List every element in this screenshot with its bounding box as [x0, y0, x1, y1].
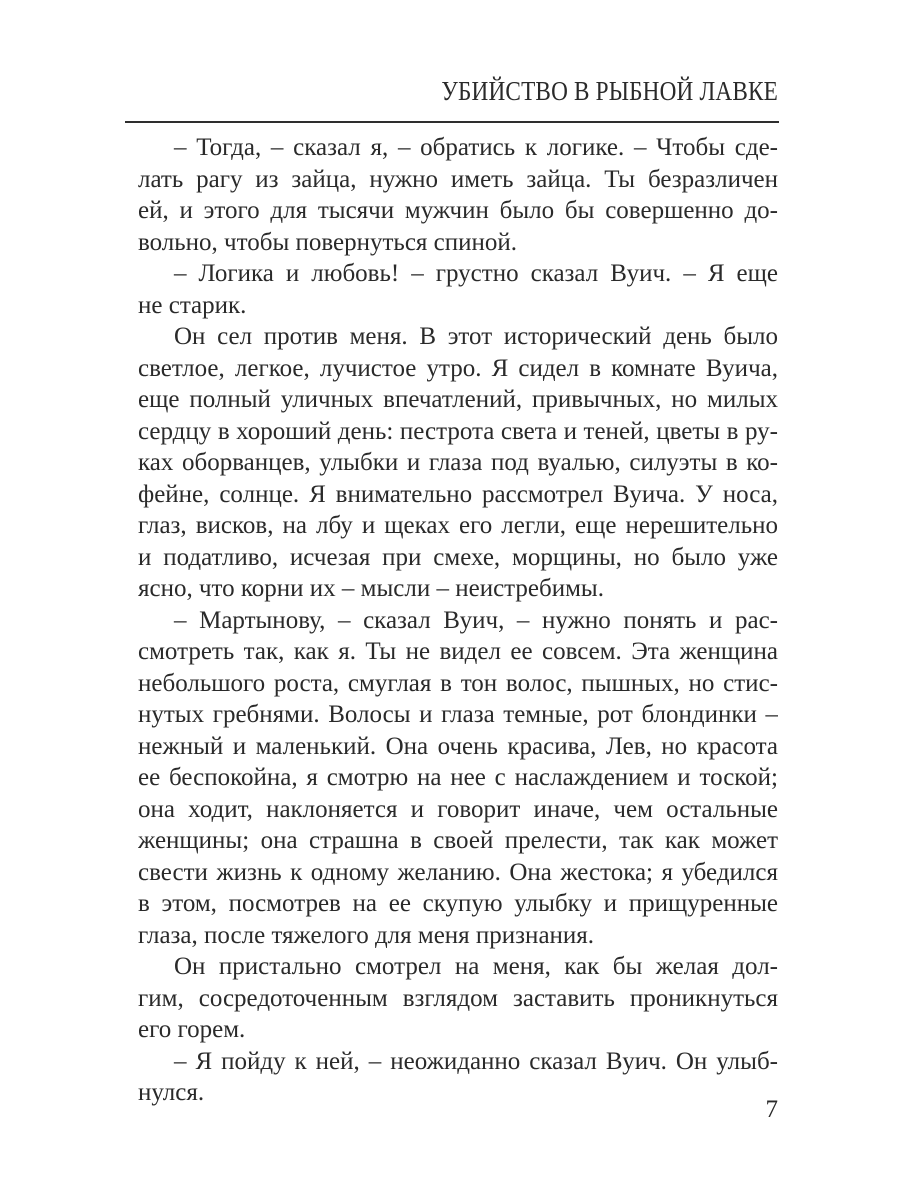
header-rule — [125, 121, 779, 123]
text-line: глаз, висков, на лбу и щеках его легли, еще нерешительно — [138, 512, 778, 539]
text-line: в этом, посмотрев на ее скупую улыбку и прищуренные — [138, 890, 778, 917]
running-head-title: УБИЙСТВО В РЫБНОЙ ЛАВКЕ — [441, 76, 778, 106]
text-line: нежный и маленький. Она очень красива, Лев, но красота — [138, 732, 778, 760]
text-line: ей, и этого для тысячи мужчин было бы совершенно до- — [138, 197, 778, 224]
text-line: фейне, солнце. Я внимательно рассмотрел Вуича. У носа, — [138, 480, 778, 508]
text-line: женщины; она страшна в своей прелести, так как может — [138, 827, 778, 854]
text-line: гим, сосредоточенным взглядом заставить проникнуться — [138, 984, 778, 1012]
text-line: она ходит, наклоняется и говорит иначе, чем остальные — [138, 795, 778, 823]
text-line: сердцу в хороший день: пестрота света и теней, цветы в ру- — [138, 417, 778, 445]
page-number: 7 — [765, 1096, 778, 1123]
text-line: свести жизнь к одному желанию. Она жестока; я убедился — [138, 858, 778, 886]
text-line: и податливо, исчезая при смехе, морщины, но было уже — [138, 543, 778, 571]
text-line: Он пристально смотрел на меня, как бы желая дол- — [174, 953, 778, 980]
text-line: нутых гребнями. Волосы и глаза темные, рот блондинки – — [138, 701, 778, 728]
text-line: глаза, после тяжелого для меня признания. — [138, 921, 595, 949]
text-line: светлое, легкое, лучистое утро. Я сидел в комнате Вуича, — [138, 354, 778, 382]
text-line: его горем. — [138, 1016, 246, 1043]
text-line: вольно, чтобы повернуться спиной. — [138, 228, 518, 256]
text-line: ее беспокойна, я смотрю на нее с наслаждением и тоской; — [138, 764, 778, 791]
text-line: – Я пойду к ней, – неожиданно сказал Вуич. Он улыб- — [174, 1047, 778, 1075]
body-text — [138, 132, 778, 1109]
text-line: еще полный уличных впечатлений, привычных, но милых — [138, 386, 778, 413]
text-line: – Логика и любовь! – грустно сказал Вуич. – Я еще — [174, 260, 778, 287]
text-line: смотреть так, как я. Ты не видел ее совсем. Эта женщина — [138, 638, 778, 665]
text-line: лать рагу из зайца, нужно иметь зайца. Ты безразличен — [138, 165, 778, 193]
text-line: – Мартынову, – сказал Вуич, – нужно понять и рас- — [174, 606, 778, 634]
text-line: – Тогда, – сказал я, – обратись к логике. – Чтобы сде- — [174, 134, 778, 161]
text-line: небольшого роста, смуглая в тон волос, пышных, но стис- — [138, 669, 778, 697]
text-line: ясно, что корни их – мысли – неистребимы. — [138, 575, 604, 602]
text-line: нулся. — [138, 1079, 205, 1106]
text-line: ках оборванцев, улыбки и глаза под вуалью, силуэты в ко- — [138, 449, 778, 476]
text-line: Он сел против меня. В этот исторический день было — [174, 323, 778, 350]
text-line: не старик. — [138, 291, 247, 319]
